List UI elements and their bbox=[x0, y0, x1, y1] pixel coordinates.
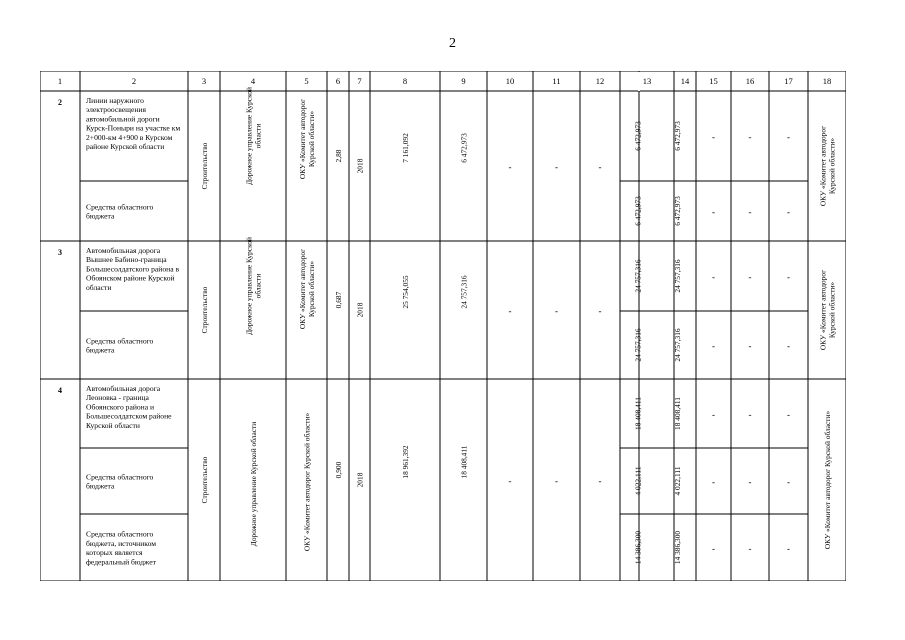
col13-value: 24 757,316 bbox=[633, 328, 643, 362]
funding-limit: 24 757,316 bbox=[459, 275, 469, 309]
col10-value: - bbox=[508, 162, 512, 172]
col17-value: - bbox=[787, 409, 790, 420]
col14-value: 6 472,973 bbox=[673, 196, 682, 226]
work-type: Строительство bbox=[200, 286, 209, 334]
responsible-org: ОКУ «Комитет автодорогКурской области» bbox=[818, 125, 837, 207]
col10-value: - bbox=[508, 476, 512, 486]
header-cell-12: 12 bbox=[595, 76, 605, 86]
estimated-cost: 18 961,392 bbox=[401, 445, 410, 479]
header-cell-3: 3 bbox=[201, 76, 207, 86]
col16-value: - bbox=[748, 543, 752, 554]
estimated-cost: 25 754,055 bbox=[401, 275, 410, 309]
customer: Дорожное управление Курскойобласти bbox=[244, 87, 263, 185]
col15-value: - bbox=[712, 477, 715, 487]
col11-value: - bbox=[555, 476, 558, 486]
col17-value: - bbox=[787, 341, 790, 351]
col16-value: - bbox=[748, 272, 752, 282]
col15-value: - bbox=[712, 543, 715, 554]
contractor: ОКУ «Комитет автодорогКурской области» bbox=[298, 248, 316, 330]
length-km: 0,900 bbox=[334, 461, 343, 479]
header-cell-10: 10 bbox=[505, 76, 515, 86]
funding-source-label: Средства областного бюджета bbox=[86, 472, 154, 491]
header-cell-2: 2 bbox=[131, 76, 137, 86]
responsible-org: ОКУ «Комитет автодорог Курской области» bbox=[823, 410, 832, 550]
col10-value: - bbox=[508, 306, 512, 316]
header-cell-13: 13 bbox=[642, 76, 652, 86]
col13-value: 18 408,411 bbox=[633, 397, 643, 430]
length-km: 0,687 bbox=[334, 291, 343, 309]
col17-value: - bbox=[787, 477, 790, 487]
funding-limit: 18 408,411 bbox=[459, 445, 469, 479]
header-cell-1: 1 bbox=[57, 76, 63, 86]
header-cell-9: 9 bbox=[461, 76, 466, 86]
header-cell-14: 14 bbox=[680, 76, 690, 86]
header-merge-cover bbox=[638, 72, 640, 91]
col16-value: - bbox=[748, 409, 752, 420]
header-cell-8: 8 bbox=[402, 76, 408, 86]
customer: Дорожное управление Курской области bbox=[249, 421, 258, 547]
customer: Дорожное управление Курскойобласти bbox=[244, 237, 263, 335]
col16-value: - bbox=[748, 132, 752, 142]
object-name: Автомобильная дорога Леоновка - граница Обоянского района и Большесолдатском районе Курской области bbox=[86, 384, 172, 430]
col12-value: - bbox=[598, 476, 602, 486]
contractor: ОКУ «Комитет автодорогКурской области» bbox=[298, 98, 316, 180]
page-number: 2 bbox=[449, 36, 456, 51]
col14-value: 14 386,300 bbox=[673, 530, 682, 565]
funding-source-label: Средства областного бюджета, источником которых является федеральный бюджет bbox=[86, 529, 157, 567]
col15-value: - bbox=[712, 341, 715, 351]
completion-year: 2018 bbox=[355, 472, 365, 488]
header-cell-4: 4 bbox=[250, 76, 256, 86]
col14-value: 18 408,411 bbox=[673, 397, 682, 430]
col14-value: 6 472,973 bbox=[673, 121, 682, 151]
header-cell-15: 15 bbox=[709, 76, 718, 86]
col16-value: - bbox=[748, 341, 752, 351]
work-type: Строительство bbox=[200, 456, 209, 504]
col13-value: 24 757,316 bbox=[633, 259, 643, 293]
header-cell-11: 11 bbox=[552, 76, 561, 86]
col15-value: - bbox=[712, 132, 715, 142]
col12-value: - bbox=[598, 162, 602, 172]
col13-value: 14 386,300 bbox=[633, 530, 643, 565]
completion-year: 2018 bbox=[355, 302, 365, 318]
col17-value: - bbox=[787, 132, 790, 142]
contractor: ОКУ «Комитет автодорог Курской области» bbox=[302, 412, 312, 552]
funding-limit: 6 472,973 bbox=[459, 133, 469, 163]
col14-value: 24 757,316 bbox=[673, 328, 682, 362]
data-table bbox=[40, 71, 846, 581]
col11-value: - bbox=[555, 162, 558, 172]
responsible-org: ОКУ «Комитет автодорогКурской области» bbox=[818, 269, 837, 351]
header-cell-16: 16 bbox=[745, 76, 755, 86]
data-table-grid bbox=[40, 71, 846, 581]
col17-value: - bbox=[787, 207, 790, 217]
col17-value: - bbox=[787, 543, 790, 554]
col14-value: 24 757,316 bbox=[673, 259, 682, 293]
col13-value: 6 472,973 bbox=[633, 121, 643, 151]
col15-value: - bbox=[712, 409, 715, 420]
length-km: 2,88 bbox=[334, 149, 343, 163]
col15-value: - bbox=[712, 207, 715, 217]
row-number: 2 bbox=[58, 98, 62, 107]
funding-source-label: Средства областного бюджета bbox=[86, 336, 154, 355]
col16-value: - bbox=[748, 477, 752, 487]
funding-source-label: Средства областного бюджета bbox=[86, 202, 154, 221]
object-name: Линии наружного электроосвещения автомобильной дороги Курск-Поныри на участке км 2+000-км 4+900 в Курском районе Курской области bbox=[86, 96, 181, 151]
header-cell-17: 17 bbox=[784, 76, 793, 86]
row-number: 3 bbox=[58, 248, 62, 257]
col14-value: 4 022,111 bbox=[673, 466, 682, 496]
col17-value: - bbox=[787, 272, 790, 282]
col13-value: 4 022,111 bbox=[633, 466, 643, 496]
work-type: Строительство bbox=[200, 142, 209, 190]
completion-year: 2018 bbox=[355, 158, 365, 174]
col13-value: 6 472,973 bbox=[633, 196, 643, 226]
col15-value: - bbox=[712, 272, 715, 282]
header-cell-5: 5 bbox=[304, 76, 309, 86]
header-cell-6: 6 bbox=[335, 76, 341, 86]
col16-value: - bbox=[748, 207, 752, 217]
estimated-cost: 7 161,092 bbox=[401, 133, 410, 163]
object-name: Автомобильная дорога Вышнее Бабино-граница Большесолдатского района в Обоянском районе Курской области bbox=[86, 246, 180, 292]
row-number: 4 bbox=[58, 386, 62, 395]
col11-value: - bbox=[555, 306, 558, 316]
col12-value: - bbox=[598, 306, 602, 316]
header-cell-18: 18 bbox=[822, 76, 832, 86]
header-cell-7: 7 bbox=[357, 76, 362, 86]
